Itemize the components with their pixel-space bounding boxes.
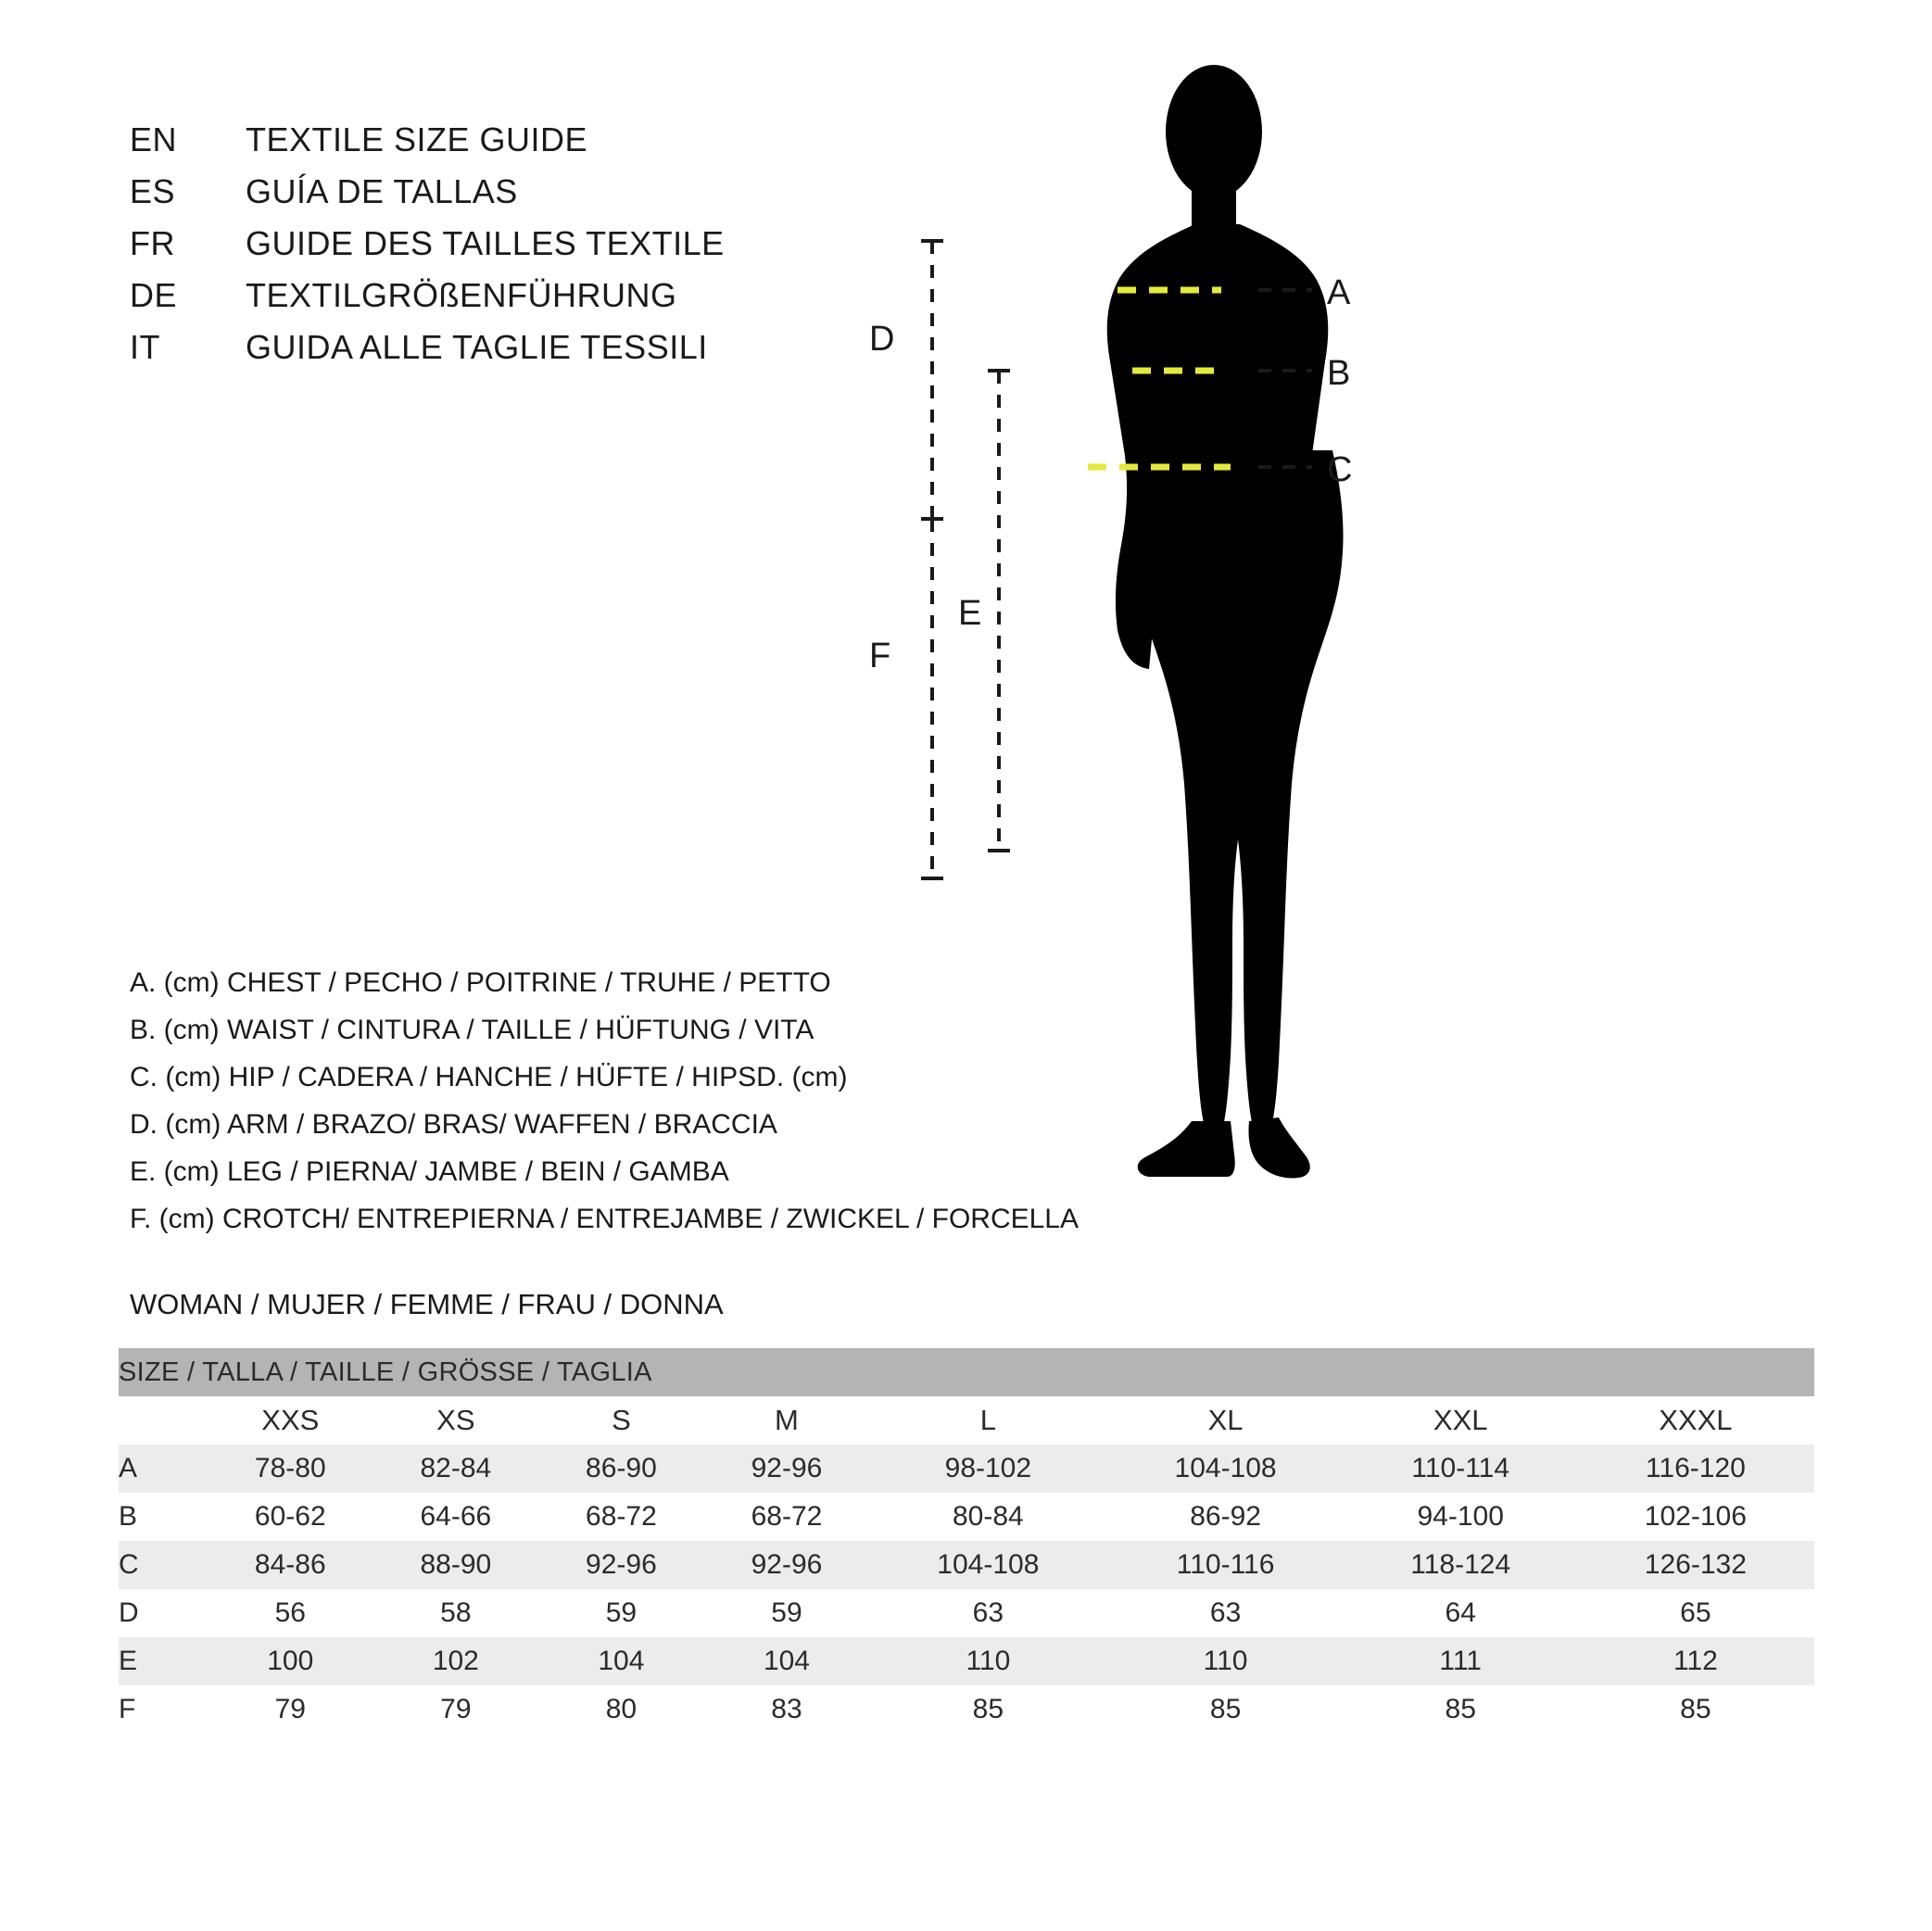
legend-item-f: F. (cm) CROTCH/ ENTREPIERNA / ENTREJAMBE / ZWICKEL / FORCELLA xyxy=(130,1204,1079,1234)
table-cell: 98-102 xyxy=(869,1445,1106,1493)
column-header: L xyxy=(869,1396,1106,1445)
table-cell: 112 xyxy=(1577,1637,1814,1685)
bracket-f xyxy=(869,519,943,878)
table-cell: 116-120 xyxy=(1577,1445,1814,1493)
table-cell: 56 xyxy=(208,1589,373,1637)
column-header: XL xyxy=(1106,1396,1344,1445)
table-cell: 110 xyxy=(869,1637,1106,1685)
column-header: XXXL xyxy=(1577,1396,1814,1445)
language-row xyxy=(130,172,964,224)
table-cell: 118-124 xyxy=(1345,1541,1577,1589)
language-code: ES xyxy=(130,172,176,210)
table-cell: 110 xyxy=(1106,1637,1344,1685)
table-title: SIZE / TALLA / TAILLE / GRÖSSE / TAGLIA xyxy=(119,1348,1814,1396)
language-row xyxy=(130,276,964,328)
row-label: B xyxy=(119,1493,208,1541)
row-label: A xyxy=(119,1445,208,1493)
table-cell: 63 xyxy=(869,1589,1106,1637)
row-label: C xyxy=(119,1541,208,1589)
table-cell: 88-90 xyxy=(373,1541,539,1589)
table-row xyxy=(119,1541,1814,1589)
language-title: GUIDE DES TAILLES TEXTILE xyxy=(246,224,725,262)
table-cell: 60-62 xyxy=(208,1493,373,1541)
language-title: TEXTILE SIZE GUIDE xyxy=(246,120,588,158)
table-cell: 58 xyxy=(373,1589,539,1637)
legend-item-b: B. (cm) WAIST / CINTURA / TAILLE / HÜFTUNG / VITA xyxy=(130,1015,814,1045)
table-cell: 80-84 xyxy=(869,1493,1106,1541)
table-cell: 64-66 xyxy=(373,1493,539,1541)
table-cell: 94-100 xyxy=(1345,1493,1577,1541)
bracket-label-e: E xyxy=(958,594,982,633)
table-cell: 92-96 xyxy=(704,1541,870,1589)
table-cell: 92-96 xyxy=(538,1541,704,1589)
legend-item-e: E. (cm) LEG / PIERNA/ JAMBE / BEIN / GAMBA xyxy=(130,1156,729,1187)
table-corner-cell xyxy=(119,1396,208,1445)
table-cell: 104 xyxy=(538,1637,704,1685)
table-row xyxy=(119,1637,1814,1685)
bracket-e xyxy=(958,371,1010,851)
language-row xyxy=(130,120,964,172)
language-title: TEXTILGRÖßENFÜHRUNG xyxy=(246,276,677,314)
table-row xyxy=(119,1445,1814,1493)
gender-label: WOMAN / MUJER / FEMME / FRAU / DONNA xyxy=(130,1288,724,1320)
language-code: DE xyxy=(130,276,178,314)
table-cell: 110-114 xyxy=(1345,1445,1577,1493)
table-cell: 65 xyxy=(1577,1589,1814,1637)
table-cell: 68-72 xyxy=(538,1493,704,1541)
table-row xyxy=(119,1589,1814,1637)
table-cell: 104 xyxy=(704,1637,870,1685)
language-code: EN xyxy=(130,120,178,158)
table-row xyxy=(119,1493,1814,1541)
column-header: XS xyxy=(373,1396,539,1445)
table-cell: 100 xyxy=(208,1637,373,1685)
table-cell: 86-90 xyxy=(538,1445,704,1493)
table-cell: 126-132 xyxy=(1577,1541,1814,1589)
language-code: FR xyxy=(130,224,175,262)
language-title: GUIDA ALLE TAGLIE TESSILI xyxy=(246,328,708,366)
marker-label-a: A xyxy=(1327,273,1351,312)
table-cell: 102 xyxy=(373,1637,539,1685)
row-label: F xyxy=(119,1685,208,1734)
table-cell: 92-96 xyxy=(704,1445,870,1493)
table-cell: 85 xyxy=(1106,1685,1344,1734)
table-cell: 68-72 xyxy=(704,1493,870,1541)
bracket-label-f: F xyxy=(869,637,891,675)
table-cell: 104-108 xyxy=(1106,1445,1344,1493)
table-cell: 59 xyxy=(538,1589,704,1637)
size-table xyxy=(119,1348,1814,1734)
table-row xyxy=(119,1685,1814,1734)
legend-item-d: D. (cm) ARM / BRAZO/ BRAS/ WAFFEN / BRACCIA xyxy=(130,1109,777,1140)
table-title-row xyxy=(119,1348,1814,1396)
column-header: XXS xyxy=(208,1396,373,1445)
language-title: GUÍA DE TALLAS xyxy=(246,172,518,210)
marker-label-c: C xyxy=(1327,450,1353,489)
table-cell: 102-106 xyxy=(1577,1493,1814,1541)
column-header: M xyxy=(704,1396,870,1445)
language-title-block xyxy=(130,120,964,380)
language-row xyxy=(130,328,964,380)
table-cell: 85 xyxy=(869,1685,1106,1734)
marker-label-b: B xyxy=(1327,354,1351,393)
table-cell: 104-108 xyxy=(869,1541,1106,1589)
table-header-row xyxy=(119,1396,1814,1445)
table-cell: 85 xyxy=(1577,1685,1814,1734)
table-cell: 78-80 xyxy=(208,1445,373,1493)
table-cell: 82-84 xyxy=(373,1445,539,1493)
column-header: S xyxy=(538,1396,704,1445)
table-cell: 79 xyxy=(373,1685,539,1734)
table-cell: 80 xyxy=(538,1685,704,1734)
table-cell: 83 xyxy=(704,1685,870,1734)
table-cell: 64 xyxy=(1345,1589,1577,1637)
legend-item-a: A. (cm) CHEST / PECHO / POITRINE / TRUHE / PETTO xyxy=(130,967,831,998)
table-cell: 84-86 xyxy=(208,1541,373,1589)
bracket-label-d: D xyxy=(869,320,895,359)
row-label: D xyxy=(119,1589,208,1637)
legend-block xyxy=(130,959,1242,1243)
column-header: XXL xyxy=(1345,1396,1577,1445)
language-code: IT xyxy=(130,328,160,366)
table-cell: 110-116 xyxy=(1106,1541,1344,1589)
row-label: E xyxy=(119,1637,208,1685)
table-cell: 111 xyxy=(1345,1637,1577,1685)
table-cell: 86-92 xyxy=(1106,1493,1344,1541)
table-cell: 85 xyxy=(1345,1685,1577,1734)
table-cell: 59 xyxy=(704,1589,870,1637)
language-row xyxy=(130,224,964,276)
table-cell: 63 xyxy=(1106,1589,1344,1637)
table-cell: 79 xyxy=(208,1685,373,1734)
legend-item-c: C. (cm) HIP / CADERA / HANCHE / HÜFTE / HIPSD. (cm) xyxy=(130,1062,848,1092)
